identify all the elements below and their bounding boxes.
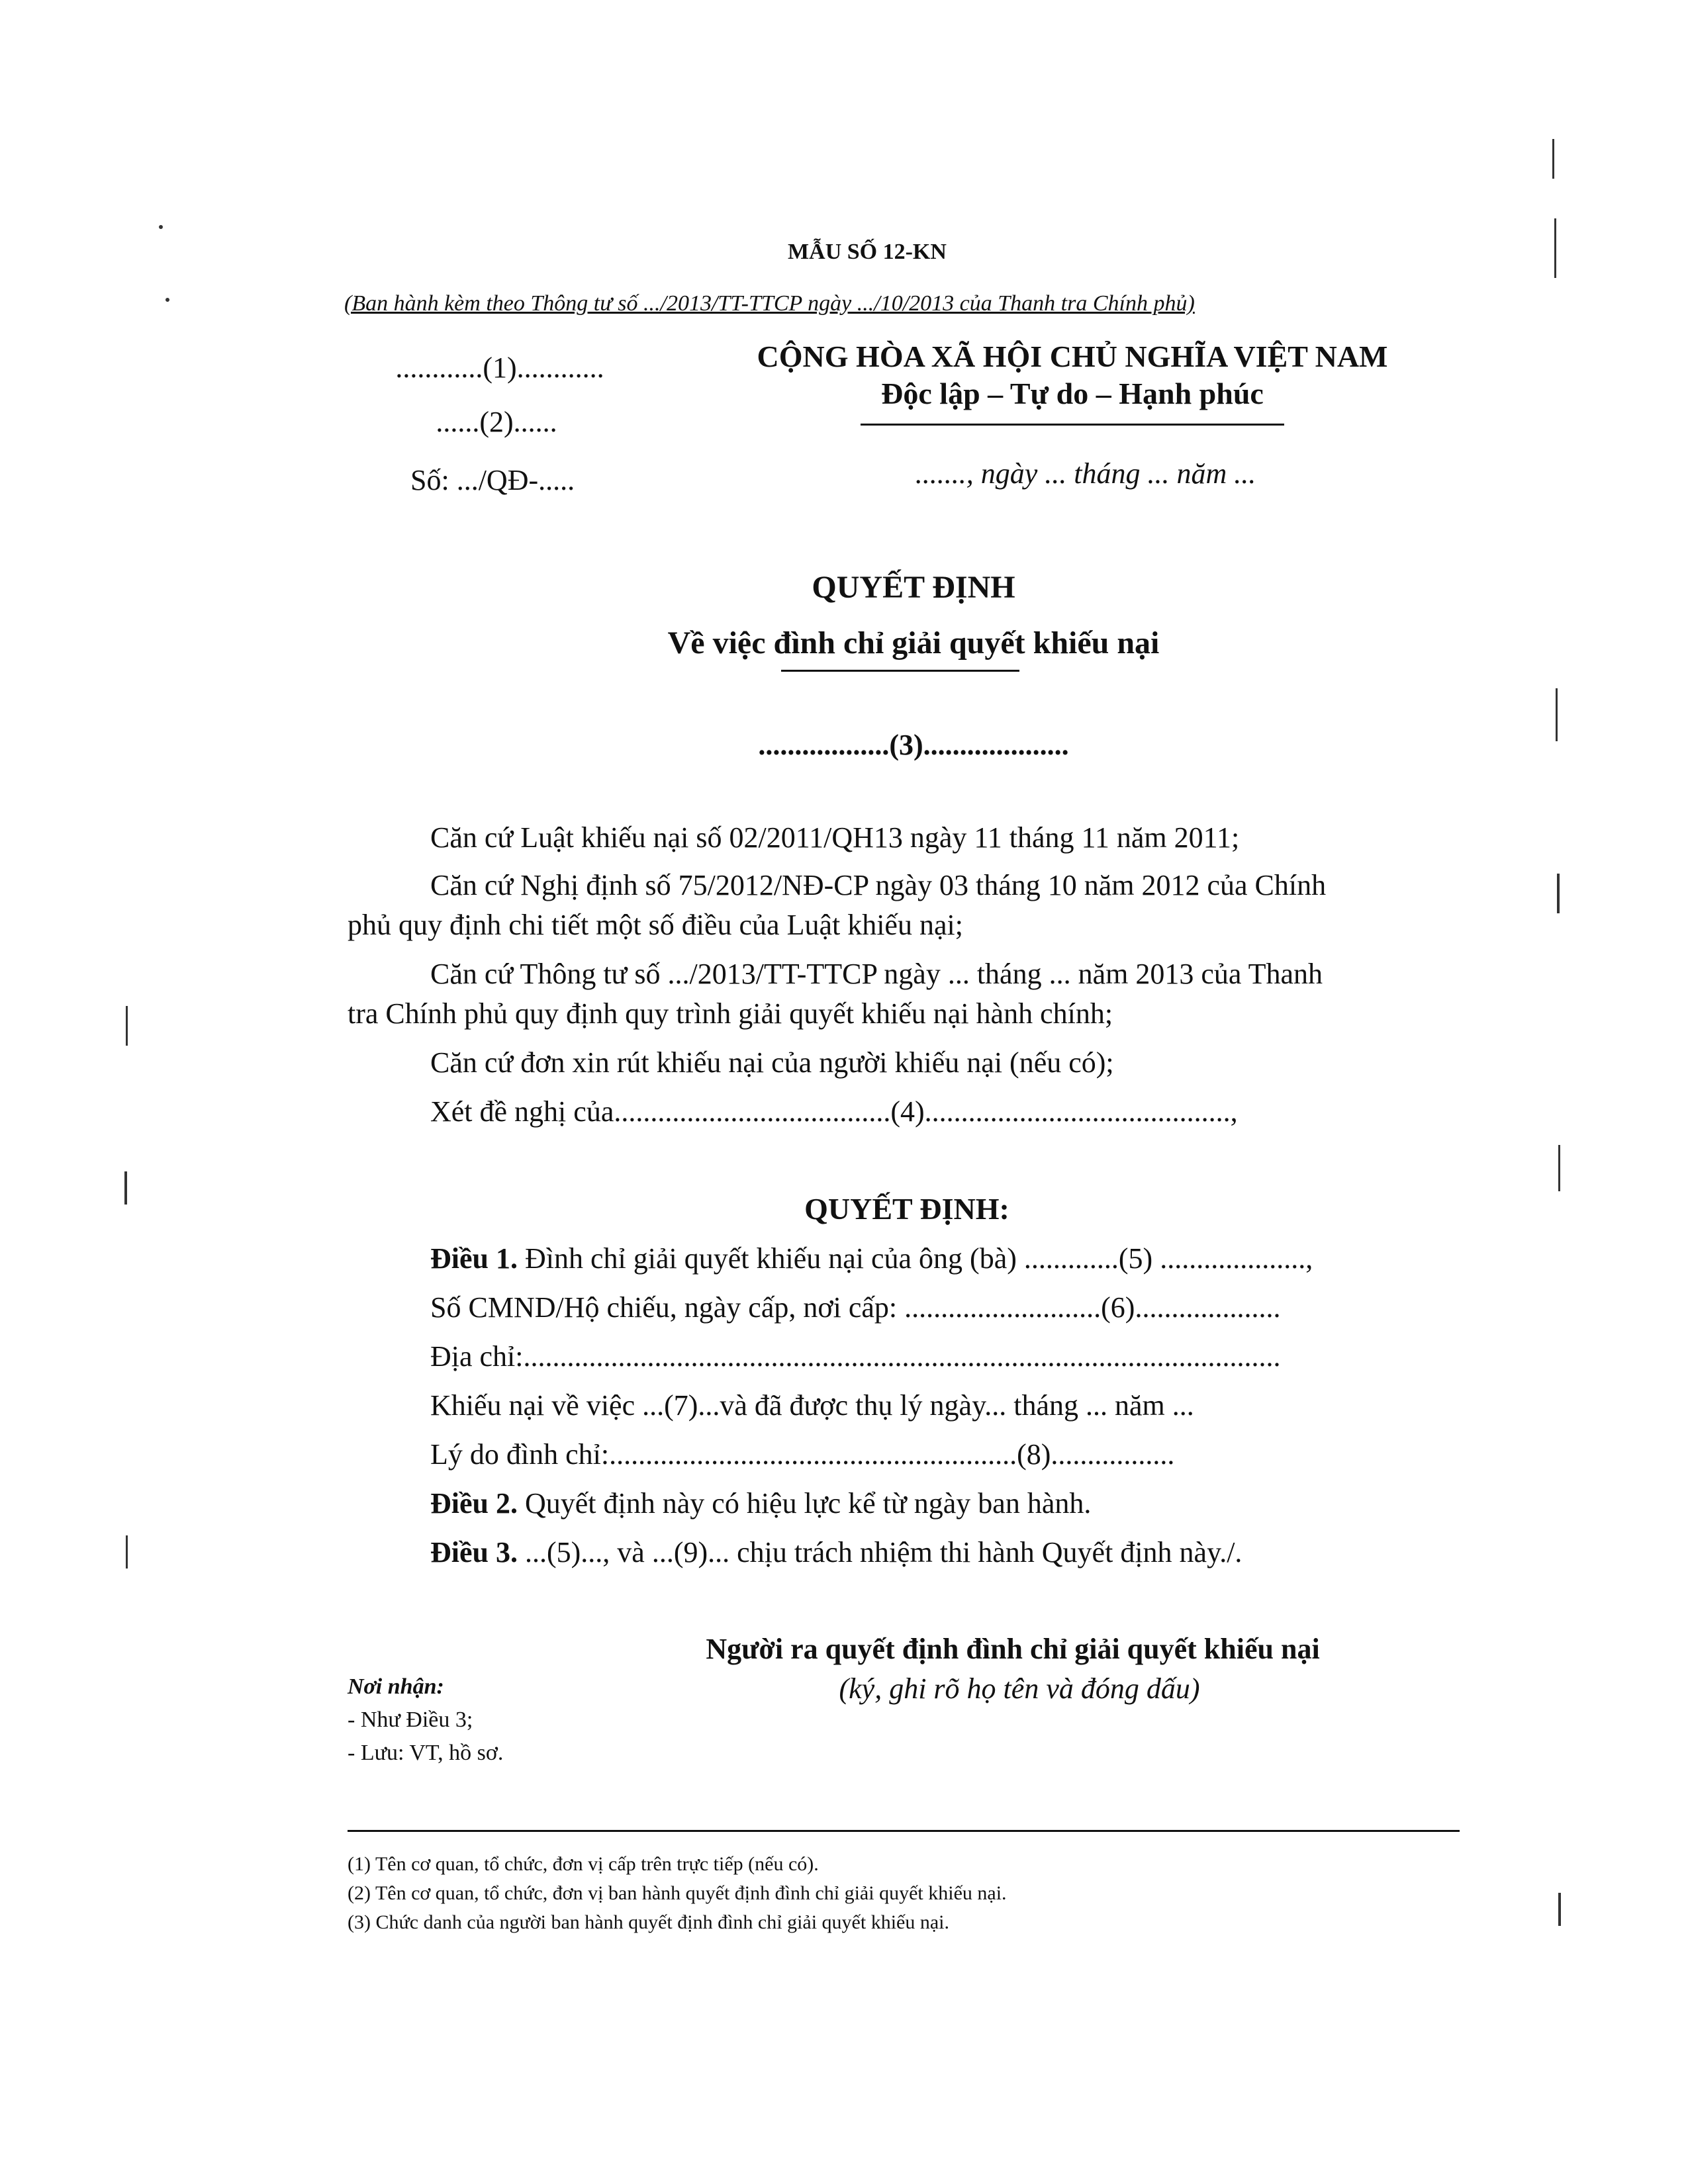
basis-proposal: Xét đề nghị của......................................(4).........................................., (430, 1095, 1238, 1128)
scan-mark (126, 1006, 128, 1046)
scan-mark (1552, 139, 1554, 179)
signature-note: (ký, ghi rõ họ tên và đóng dấu) (839, 1672, 1200, 1705)
scan-mark (124, 1171, 127, 1205)
footnote-3: (3) Chức danh của người ban hành quyết định đình chỉ giải quyết khiếu nại. (348, 1911, 950, 1933)
document-number: Số: .../QĐ-..... (410, 464, 575, 496)
decision-heading: QUYẾT ĐỊNH: (804, 1192, 1009, 1226)
motto-underline (861, 424, 1284, 426)
article-3-text: ...(5)..., và ...(9)... chịu trách nhiệm thi hành Quyết định này./. (525, 1536, 1243, 1569)
footnote-1: (1) Tên cơ quan, tổ chức, đơn vị cấp trên trực tiếp (nếu có). (348, 1853, 819, 1875)
recipient-item: - Như Điều 3; (348, 1707, 473, 1732)
subject-underline (781, 670, 1019, 672)
place-date: ......., ngày ... tháng ... năm ... (915, 457, 1256, 490)
address-line: Địa chỉ:........................................................................................................ (430, 1340, 1281, 1373)
scan-mark (1557, 874, 1560, 913)
org-parent: ............(1)............ (395, 351, 604, 384)
article-2-label: Điều 2. (430, 1487, 518, 1520)
scan-mark (1556, 688, 1558, 741)
scan-mark (126, 1535, 128, 1569)
scan-mark (1558, 1145, 1560, 1191)
complaint-line: Khiếu nại về việc ...(7)...và đã được thụ lý ngày... tháng ... năm ... (430, 1389, 1194, 1422)
article-1 (430, 1242, 1313, 1275)
scan-mark (1558, 1893, 1561, 1926)
recipients-label: Nơi nhận: (348, 1674, 444, 1699)
motto: Độc lập – Tự do – Hạnh phúc (881, 377, 1264, 410)
footnote-separator (348, 1830, 1460, 1832)
scan-dot (159, 225, 163, 229)
basis-circular-line2: tra Chính phủ quy định quy trình giải quyết khiếu nại hành chính; (348, 997, 1113, 1030)
article-3-label: Điều 3. (430, 1536, 518, 1569)
form-number: MẪU SỐ 12-KN (788, 240, 947, 264)
reason-line: Lý do đình chỉ:........................................................(8)................. (430, 1438, 1175, 1471)
article-1-text: Đình chỉ giải quyết khiếu nại của ông (bà) .............(5) ...................., (525, 1242, 1313, 1275)
org-issuer: ......(2)...... (436, 406, 557, 438)
basis-decree-line1: Căn cứ Nghị định số 75/2012/NĐ-CP ngày 03 tháng 10 năm 2012 của Chính (430, 869, 1327, 901)
article-2-text: Quyết định này có hiệu lực kể từ ngày ban hành. (525, 1487, 1092, 1520)
scan-dot (165, 298, 169, 302)
id-line: Số CMND/Hộ chiếu, ngày cấp, nơi cấp: ...........................(6).................... (430, 1291, 1281, 1324)
signer-title: Người ra quyết định đình chỉ giải quyết khiếu nại (706, 1633, 1320, 1665)
decision-subject: Về việc đình chỉ giải quyết khiếu nại (667, 625, 1160, 660)
footnote-2: (2) Tên cơ quan, tổ chức, đơn vị ban hành quyết định đình chỉ giải quyết khiếu nại. (348, 1882, 1007, 1904)
article-3 (430, 1535, 1242, 1569)
scan-mark (1554, 218, 1556, 278)
article-2 (430, 1486, 1091, 1520)
basis-withdrawal: Căn cứ đơn xin rút khiếu nại của người khiếu nại (nếu có); (430, 1046, 1114, 1079)
basis-decree-line2: phủ quy định chi tiết một số điều của Luật khiếu nại; (348, 909, 963, 941)
recipient-item: - Lưu: VT, hồ sơ. (348, 1741, 504, 1765)
decision-title: QUYẾT ĐỊNH (812, 570, 1015, 605)
issued-note: (Ban hành kèm theo Thông tư số .../2013/TT-TTCP ngày .../10/2013 của Thanh tra Chính phủ) (344, 291, 1195, 316)
basis-law: Căn cứ Luật khiếu nại số 02/2011/QH13 ngày 11 tháng 11 năm 2011; (430, 821, 1240, 854)
article-1-label: Điều 1. (430, 1242, 518, 1275)
issuer-title: ..................(3).................... (758, 729, 1069, 761)
nation-heading: CỘNG HÒA XÃ HỘI CHỦ NGHĨA VIỆT NAM (757, 340, 1388, 373)
basis-circular-line1: Căn cứ Thông tư số .../2013/TT-TTCP ngày ... tháng ... năm 2013 của Thanh (430, 958, 1323, 990)
